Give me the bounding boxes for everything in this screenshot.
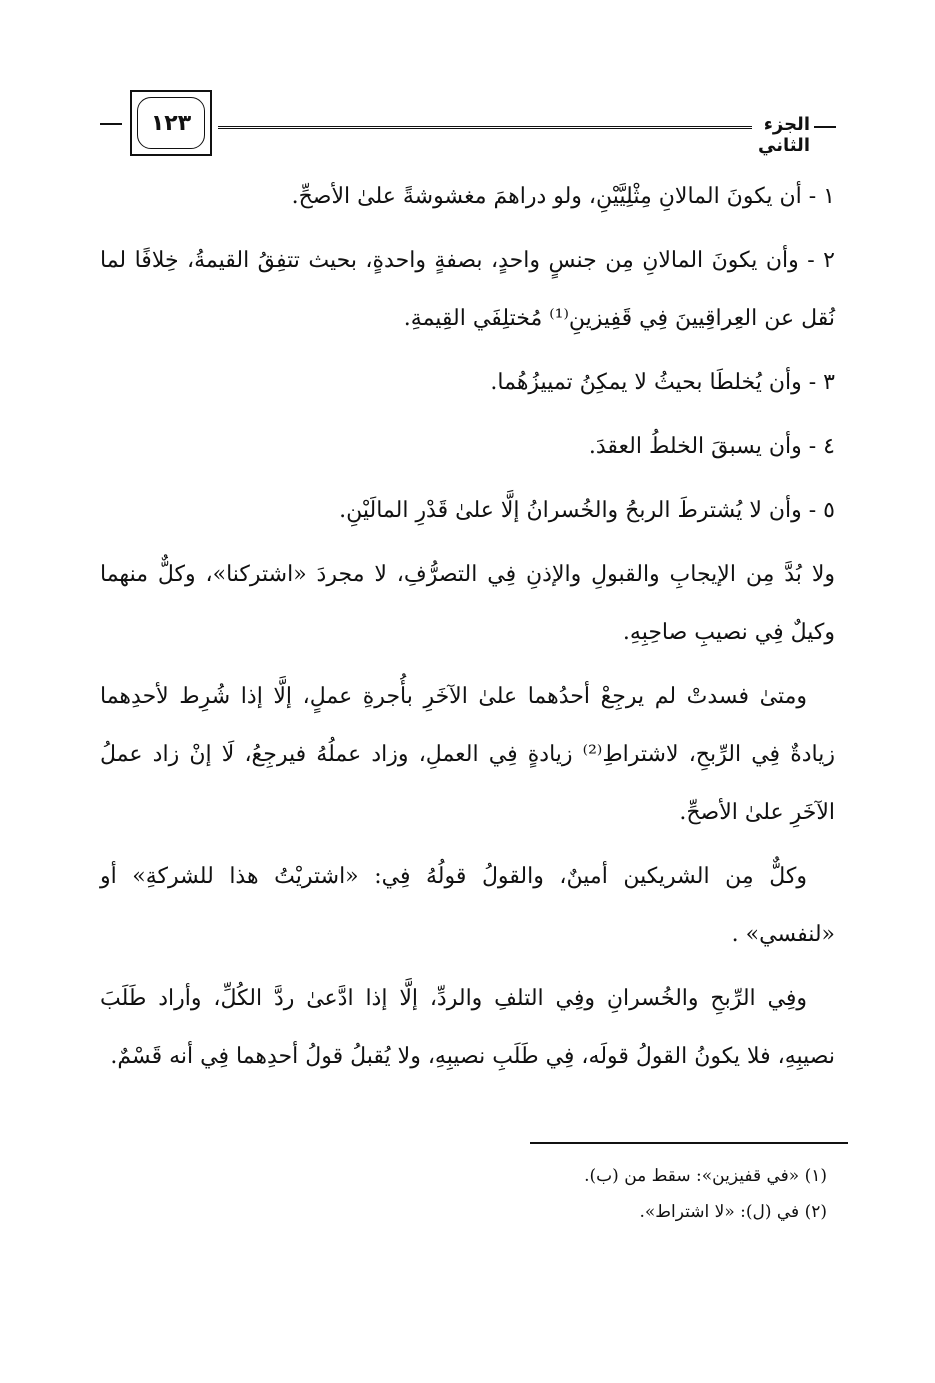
page-number-frame <box>130 90 212 156</box>
paragraph-offer-acceptance: ولا بُدَّ مِن الإيجابِ والقبولِ والإذنِ فِي التصرُّفِ، لا مجردَ «اشتركنا»، وكلٌّ منهما وكيلٌ فِي نصيبِ صاحِبِهِ. <box>100 562 835 645</box>
condition-3: ٣ - وأن يُخلطَا بحيثُ لا يمكِنُ تمييزُهُما. <box>490 370 835 395</box>
condition-2: ٢ - وأن يكونَ المالانِ مِن جنسٍ واحدٍ، بصفةٍ واحدةٍ، بحيث تتفِقُ القيمةُ، خِلافًا لما نُقل عن العِراقِيينَ فِي قَفِيزينِ⁽¹⁾ مُختلِفَي القِيمةِ. <box>100 248 835 331</box>
main-text <box>100 168 835 1092</box>
condition-4: ٤ - وأن يسبقَ الخلطُ العقدَ. <box>588 434 835 459</box>
header-rule-right <box>814 126 836 128</box>
footnote-separator <box>530 1142 848 1144</box>
running-title: الجزء الثاني <box>757 114 810 156</box>
condition-1: ١ - أن يكونَ المالانِ مِثْلِيَّيْنِ، ولو دراهمَ مغشوشةً علىٰ الأصحِّ. <box>291 184 835 209</box>
page-header <box>100 90 835 160</box>
header-rule-left <box>100 123 122 125</box>
condition-5: ٥ - وأن لا يُشترطَ الربحُ والخُسرانُ إلَّا علىٰ قَدْرِ المالَيْنِ. <box>339 498 835 523</box>
paragraph-partners-trust: وكلٌّ مِن الشريكين أمينٌ، والقولُ قولُهُ فِي: «اشتريْتُ هذا للشركةِ» أو «لنفسي» . <box>100 864 835 947</box>
footnotes <box>100 1158 835 1230</box>
page-number: ١٢٣ <box>137 97 205 149</box>
footnote-1: (١) «في قفيزين»: سقط من (ب). <box>584 1166 827 1186</box>
paragraph-profit-loss: وفِي الرِّبحِ والخُسرانِ وفِي التلفِ والردِّ، إلَّا إذا ادَّعىٰ ردَّ الكُلِّ، وأراد طَلَبَ نصيبِهِ، فلا يكونُ القولُ قولَه، فِي طَلَبِ نصيبِهِ، ولا يُقبلُ قولُ أحدِهما فِي أنه قَسْمٌ. <box>100 986 835 1069</box>
footnote-2: (٢) في (ل): «لا اشتراط». <box>639 1202 827 1222</box>
header-rule-middle <box>218 126 752 129</box>
paragraph-invalidity: ومتىٰ فسدتْ لم يرجِعْ أحدُهما علىٰ الآخَرِ بأُجرةِ عملٍ، إلَّا إذا شُرِط لأحدِهما زيادةٌ فِي الرِّبحِ، لاشتراطِ⁽²⁾ زيادةٍ فِي العملِ، وزاد عملُهُ فيرجِعُ، لَا إنْ زاد عملُ الآخَرِ علىٰ الأصحِّ. <box>100 684 835 825</box>
